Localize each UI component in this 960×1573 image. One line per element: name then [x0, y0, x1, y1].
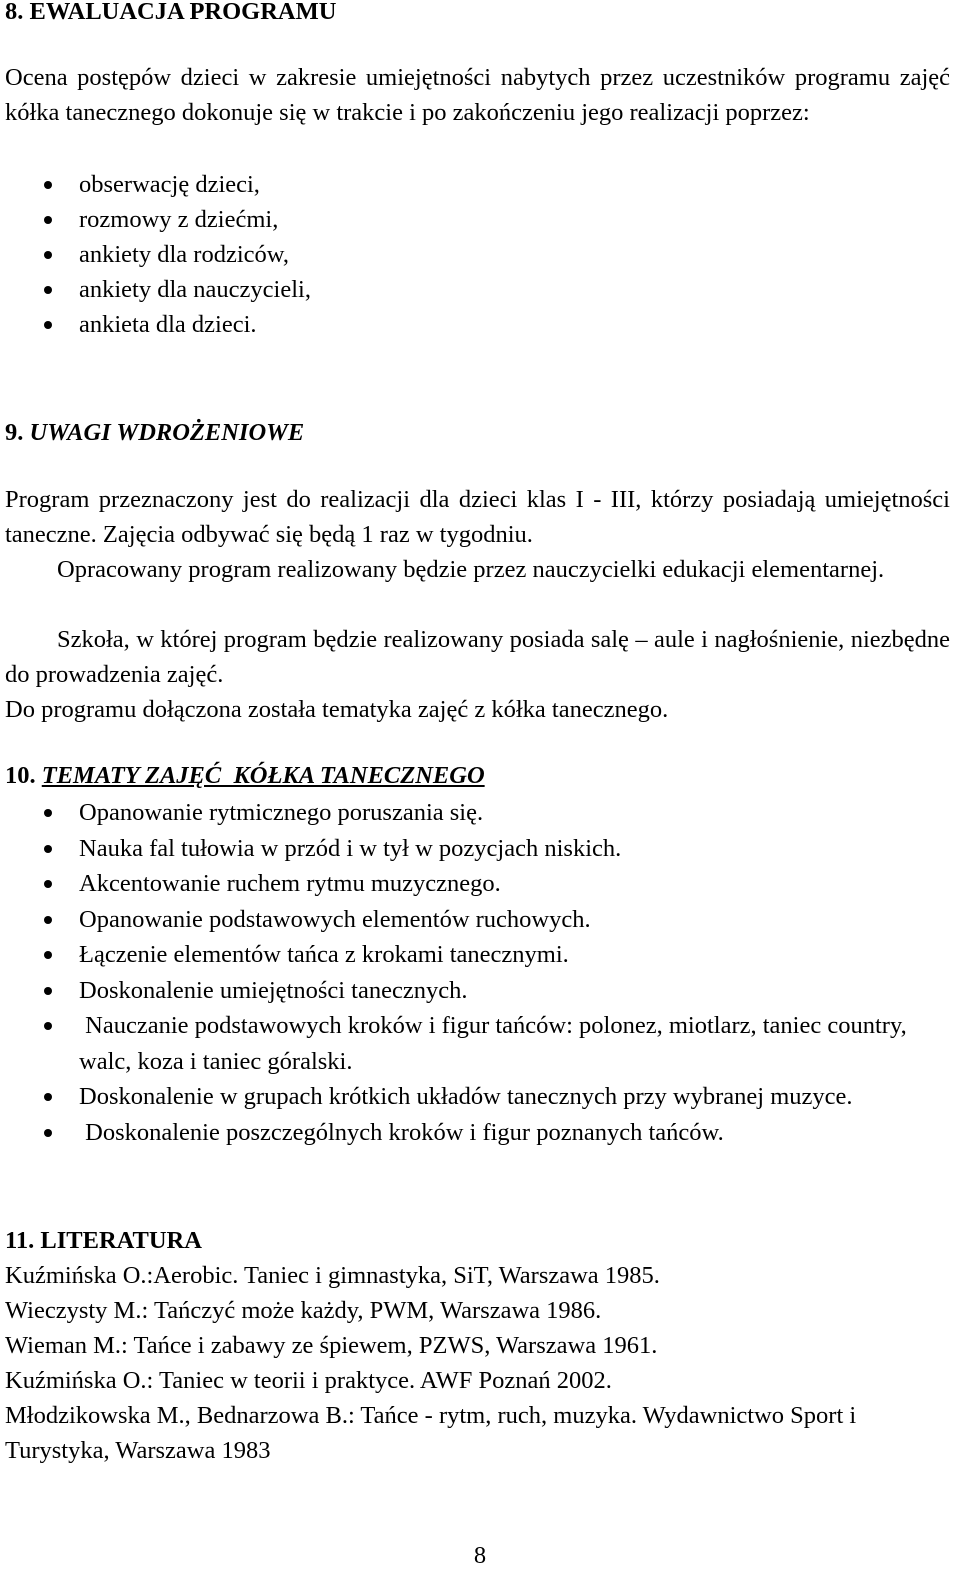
section-9-paragraph-1: Program przeznaczony jest do realizacji dla dzieci klas I - III, którzy posiadają umiejętności taneczne. Zajęcia odbywać się będą 1 raz w tygodniu.	[5, 486, 950, 548]
list-item: Opanowanie podstawowych elementów ruchowych.	[0, 902, 930, 938]
bibliography-entry: Kuźmińska O.:Aerobic. Taniec i gimnastyka, SiT, Warszawa 1985.	[5, 1262, 660, 1289]
section-9-title: UWAGI WDROŻENIOWE	[29, 419, 305, 446]
section-9-paragraph-3: Szkoła, w której program będzie realizowany posiada salę – aule i nagłośnienie, niezbędne do prowadzenia zajęć.	[5, 626, 950, 688]
evaluation-methods-list	[0, 167, 930, 342]
list-item: obserwację dzieci,	[0, 167, 930, 202]
list-item: Doskonalenie umiejętności tanecznych.	[0, 973, 930, 1009]
section-9-number: 9.	[5, 419, 24, 446]
list-item: ankiety dla rodziców,	[0, 237, 930, 272]
section-9-heading	[5, 415, 304, 450]
bullet-icon	[44, 1129, 52, 1137]
bullet-icon	[44, 1093, 52, 1101]
bibliography-entry: Wieman M.: Tańce i zabawy ze śpiewem, PZWS, Warszawa 1961.	[5, 1332, 658, 1359]
list-item: ankieta dla dzieci.	[0, 307, 930, 342]
section-8-intro: Ocena postępów dzieci w zakresie umiejętności nabytych przez uczestników programu zajęć kółka tanecznego dokonuje się w trakcie i po zakończeniu jego realizacji poprzez:	[5, 64, 950, 126]
section-11-heading: 11. LITERATURA	[5, 1227, 202, 1254]
list-item: Łączenie elementów tańca z krokami tanecznymi.	[0, 937, 930, 973]
bullet-icon	[44, 181, 52, 189]
list-item: Opanowanie rytmicznego poruszania się.	[0, 795, 930, 831]
section-10-number: 10.	[5, 762, 36, 789]
bullet-icon	[44, 987, 52, 995]
bibliography	[5, 1258, 950, 1468]
dance-topics-list	[0, 795, 930, 1150]
list-item: ankiety dla nauczycieli,	[0, 272, 930, 307]
section-9-paragraph-2: Opracowany program realizowany będzie przez nauczycielki edukacji elementarnej.	[57, 556, 885, 583]
section-8-heading: 8. EWALUACJA PROGRAMU	[5, 0, 337, 25]
bullet-icon	[44, 286, 52, 294]
bullet-icon	[44, 216, 52, 224]
bullet-icon	[44, 916, 52, 924]
bullet-icon	[44, 1022, 52, 1030]
page-number: 8	[473, 1542, 487, 1569]
bibliography-entry: Kuźmińska O.: Taniec w teorii i praktyce. AWF Poznań 2002.	[5, 1367, 612, 1394]
list-item: rozmowy z dziećmi,	[0, 202, 930, 237]
section-9-paragraph-4: Do programu dołączona została tematyka zajęć z kółka tanecznego.	[5, 696, 669, 723]
bullet-icon	[44, 809, 52, 817]
bullet-icon	[44, 951, 52, 959]
section-10-title: TEMATY ZAJĘĆ KÓŁKA TANECZNEGO	[41, 762, 485, 789]
bibliography-entry: Młodzikowska M., Bednarzowa B.: Tańce - rytm, ruch, muzyka. Wydawnictwo Sport i Turystyka, Warszawa 1983	[5, 1402, 857, 1464]
bullet-icon	[44, 251, 52, 259]
bullet-icon	[44, 880, 52, 888]
bullet-icon	[44, 845, 52, 853]
list-item: Doskonalenie w grupach krótkich układów tanecznych przy wybranej muzyce.	[0, 1079, 930, 1115]
section-10-heading	[5, 758, 485, 793]
bibliography-entry: Wieczysty M.: Tańczyć może każdy, PWM, Warszawa 1986.	[5, 1297, 602, 1324]
list-item: Akcentowanie ruchem rytmu muzycznego.	[0, 866, 930, 902]
bullet-icon	[44, 321, 52, 329]
list-item: Nauka fal tułowia w przód i w tył w pozycjach niskich.	[0, 831, 930, 867]
list-item: Doskonalenie poszczególnych kroków i figur poznanych tańców.	[0, 1115, 930, 1151]
list-item: Nauczanie podstawowych kroków i figur tańców: polonez, miotlarz, taniec country, walc, koza i taniec góralski.	[0, 1008, 930, 1079]
